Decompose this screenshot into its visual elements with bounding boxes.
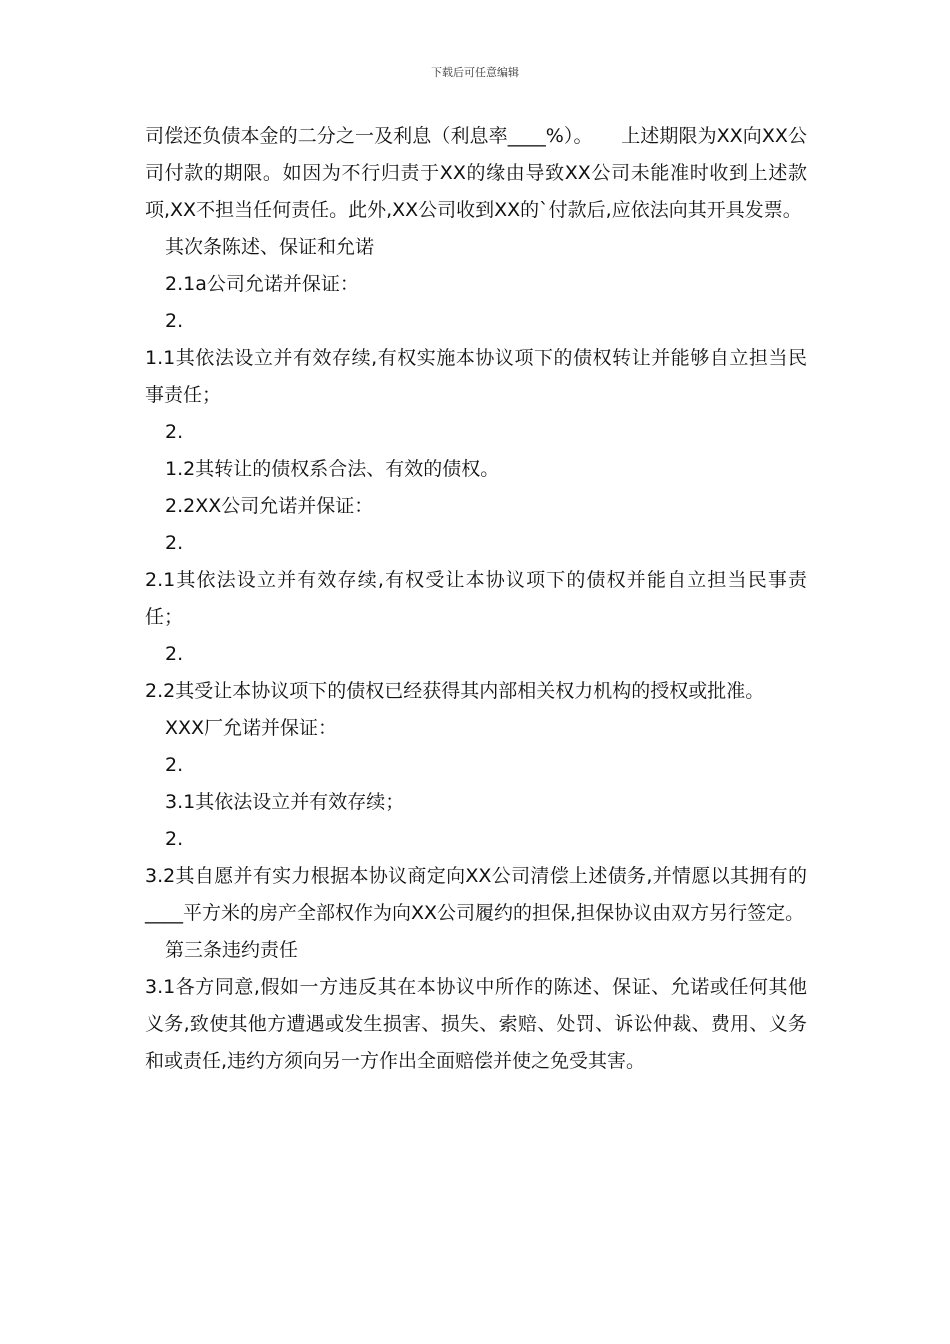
clause-text: 2.1其依法设立并有效存续,有权受让本协议项下的债权并能自立担当民事责任； <box>145 569 807 628</box>
clause-number: 2. <box>165 310 184 332</box>
clause-number: 2. <box>165 643 184 665</box>
section-heading-3: 第三条违约责任 <box>165 939 299 961</box>
document-body <box>145 118 807 1080</box>
clause-text: 3.1其依法设立并有效存续； <box>165 791 405 813</box>
clause-text: 3.2其自愿并有实力根据本协议商定向XX公司清偿上述债务,并情愿以其拥有的____平方米的房产全部权作为向XX公司履约的担保,担保协议由双方另行签定。 <box>145 865 807 924</box>
clause-text: 2.2其受让本协议项下的债权已经获得其内部相关权力机构的授权或批准。 <box>145 680 765 702</box>
clause-3-1: 3.1各方同意,假如一方违反其在本协议中所作的陈述、保证、允诺或任何其他义务,致使其他方遭遇或发生损害、损失、索赔、处罚、诉讼仲裁、费用、义务和或责任,违约方须向另一方作出全面赔偿并使之免受其害。 <box>145 976 807 1072</box>
page-header: 下载后可任意编辑 <box>431 66 519 79</box>
clause-2-1: 2.1a公司允诺并保证： <box>165 273 359 295</box>
clause-number: 2. <box>165 532 184 554</box>
clause-number: 2. <box>165 828 184 850</box>
clause-2-3: XXX厂允诺并保证： <box>165 717 338 739</box>
clause-number: 2. <box>165 421 184 443</box>
clause-text: 1.1其依法设立并有效存续,有权实施本协议项下的债权转让并能够自立担当民事责任； <box>145 347 807 406</box>
clause-2-2: 2.2XX公司允诺并保证： <box>165 495 374 517</box>
clause-number: 2. <box>165 754 184 776</box>
paragraph-payment-terms: 司偿还负债本金的二分之一及利息（利息率____%）。 上述期限为XX向XX公司付款的期限。如因为不行归责于XX的缘由导致XX公司未能准时收到上述款项,XX不担当任何责任。此外,XX公司收到XX的`付款后,应依法向其开具发票。 <box>145 125 807 221</box>
section-heading-2: 其次条陈述、保证和允诺 <box>165 236 375 258</box>
clause-text: 1.2其转让的债权系合法、有效的债权。 <box>165 458 500 480</box>
